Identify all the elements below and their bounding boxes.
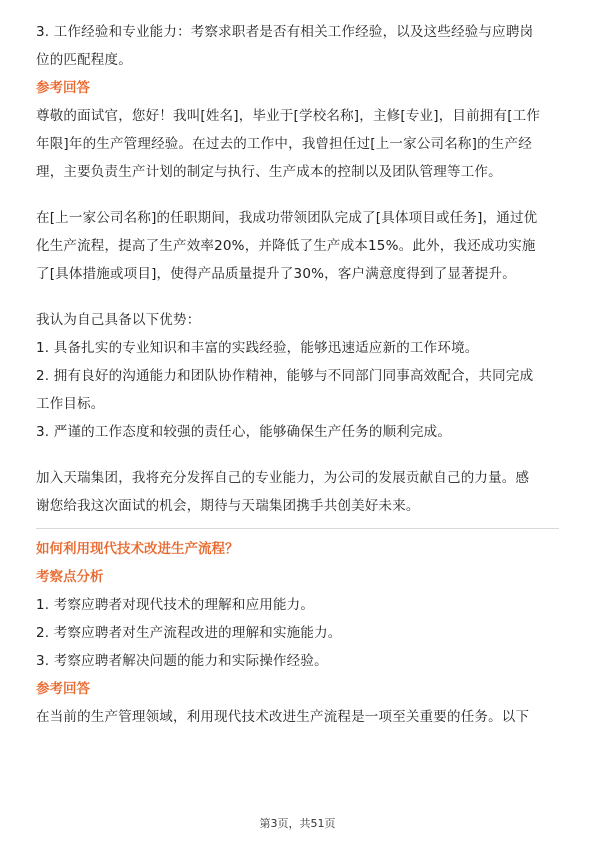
page-footer: 第3页，共51页 bbox=[259, 817, 336, 830]
advantage-item: 1. 具备扎实的专业知识和丰富的实践经验，能够迅速适应新的工作环境。 bbox=[36, 340, 479, 356]
criterion-line: 位的匹配程度。 bbox=[36, 52, 132, 68]
answer-line: 了[具体措施或项目]，使得产品质量提升了30%，客户满意度得到了显著提升。 bbox=[36, 266, 516, 282]
closing-line: 加入天瑞集团，我将充分发挥自己的专业能力，为公司的发展贡献自己的力量。感 bbox=[36, 470, 530, 486]
answer-line: 理，主要负责生产计划的制定与执行、生产成本的控制以及团队管理等工作。 bbox=[36, 164, 502, 180]
advantage-item: 3. 严谨的工作态度和较强的责任心，能够确保生产任务的顺利完成。 bbox=[36, 424, 452, 440]
document-page bbox=[36, 18, 559, 731]
answer-line: 在当前的生产管理领域，利用现代技术改进生产流程是一项至关重要的任务。以下 bbox=[36, 709, 530, 725]
criterion-line: 3. 工作经验和专业能力：考察求职者是否有相关工作经验，以及这些经验与应聘岗 bbox=[36, 24, 534, 40]
advantages-intro: 我认为自己具备以下优势： bbox=[36, 312, 201, 328]
analysis-point: 2. 考察应聘者对生产流程改进的理解和实施能力。 bbox=[36, 625, 342, 641]
answer-line: 化生产流程，提高了生产效率20%，并降低了生产成本15%。此外，我还成功实施 bbox=[36, 238, 536, 254]
reference-answer-heading: 参考回答 bbox=[36, 80, 90, 96]
closing-line: 谢您给我这次面试的机会，期待与天瑞集团携手共创美好未来。 bbox=[36, 498, 420, 514]
advantage-item: 2. 拥有良好的沟通能力和团队协作精神，能够与不同部门同事高效配合，共同完成 bbox=[36, 368, 534, 384]
answer-line: 在[上一家公司名称]的任职期间，我成功带领团队完成了[具体项目或任务]，通过优 bbox=[36, 210, 538, 226]
analysis-heading: 考察点分析 bbox=[36, 569, 104, 585]
advantage-item: 工作目标。 bbox=[36, 396, 105, 412]
section-divider bbox=[36, 528, 559, 529]
analysis-point: 1. 考察应聘者对现代技术的理解和应用能力。 bbox=[36, 597, 315, 613]
reference-answer-heading: 参考回答 bbox=[36, 681, 90, 697]
question-title: 如何利用现代技术改进生产流程？ bbox=[36, 541, 239, 557]
analysis-point: 3. 考察应聘者解决问题的能力和实际操作经验。 bbox=[36, 653, 328, 669]
answer-line: 尊敬的面试官，您好！我叫[姓名]，毕业于[学校名称]，主修[专业]，目前拥有[工作 bbox=[36, 108, 541, 124]
answer-line: 年限]年的生产管理经验。在过去的工作中，我曾担任过[上一家公司名称]的生产经 bbox=[36, 136, 532, 152]
